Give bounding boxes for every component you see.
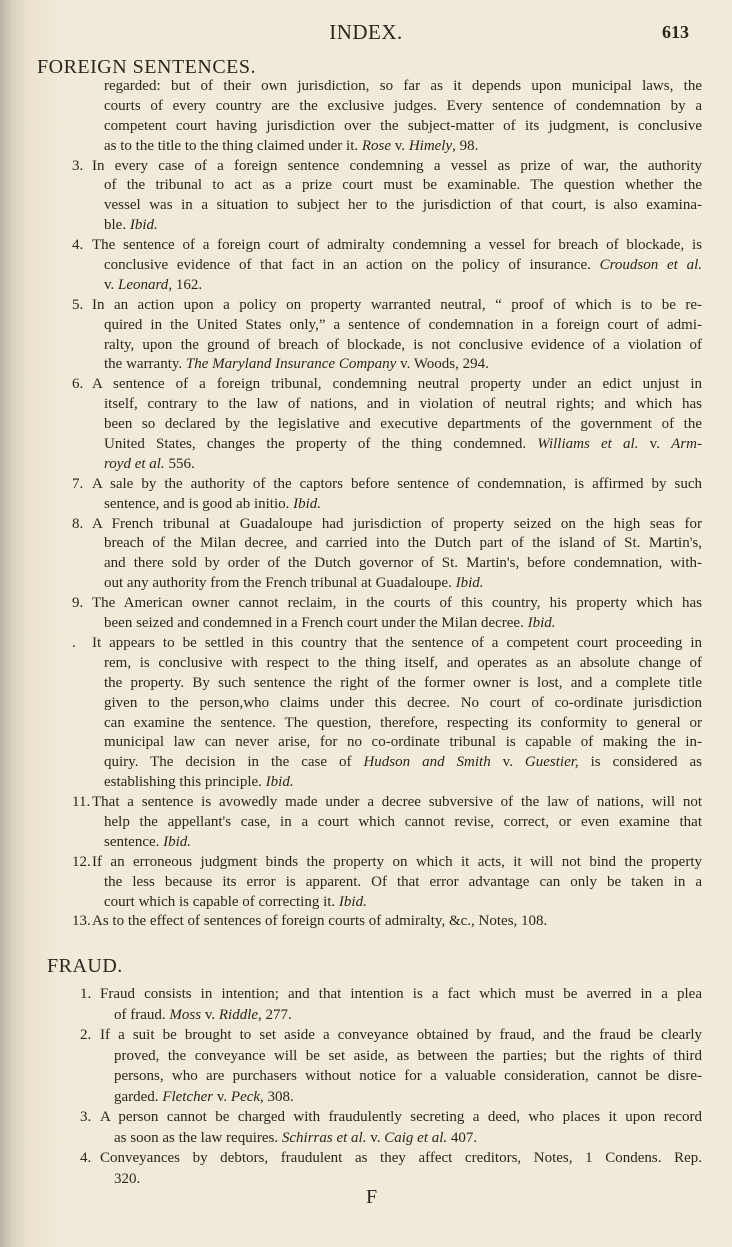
entry-number: 8. xyxy=(72,515,84,532)
entry-text: the property. By such sentence the right of the former owner is lost, and a complete title xyxy=(104,674,702,691)
entry-line xyxy=(104,435,702,455)
entry-line xyxy=(104,694,702,714)
case-citation: Williams et al. xyxy=(537,436,639,453)
index-entry xyxy=(0,594,732,634)
entry-line xyxy=(104,674,702,694)
entry-text: v. xyxy=(490,754,525,771)
entry-text: It appears to be settled in this country that the sentence of a competent court proceeding in xyxy=(92,634,702,651)
entry-text: A sale by the authority of the captors before sentence of condemnation, is affirmed by such xyxy=(92,475,702,492)
case-citation: Guestier, xyxy=(524,754,579,771)
entry-line xyxy=(104,117,702,137)
case-citation: Ibid. xyxy=(293,495,322,512)
entry-text: 407. xyxy=(447,1129,478,1146)
entry-text: ralty, upon the ground of breach of blockade, is not conclusive evidence of a violation of xyxy=(104,336,702,353)
entry-line xyxy=(104,196,702,216)
entry-line xyxy=(104,276,702,296)
entry-number: . xyxy=(72,634,76,651)
entry-text: The American owner cannot reclaim, in the courts of this country, his property which has xyxy=(92,595,702,612)
entry-text: v. xyxy=(201,1006,219,1023)
entry-line xyxy=(104,753,702,773)
entry-number: 3. xyxy=(80,1109,92,1125)
entry-text: of fraud. xyxy=(114,1006,170,1023)
entry-text: If a suit be brought to set aside a conveyance obtained by fraud, and the fraud be clearly xyxy=(100,1027,702,1043)
entry-text: In an action upon a policy on property warranted neutral, “ proof of which is to be re- xyxy=(92,296,702,313)
entry-text: breach of the Milan decree, and carried into the Dutch part of the island of St. Martin's, xyxy=(104,535,702,552)
entry-line xyxy=(104,714,702,734)
case-citation: Rose xyxy=(361,137,392,154)
entry-number: 5. xyxy=(72,296,84,313)
entry-line xyxy=(104,216,702,236)
entry-line xyxy=(104,176,702,196)
entry-text: competent court having jurisdiction over the subject-matter of its judgment, is conclusive xyxy=(104,117,702,134)
index-entry xyxy=(0,375,732,474)
entry-line xyxy=(100,1025,702,1046)
entry-text: municipal law can never arise, for no co-ordinate tribunal is capable of making the in- xyxy=(104,734,702,751)
entry-line xyxy=(114,1128,702,1149)
index-entry xyxy=(0,475,732,515)
entry-text: as soon as the law requires. xyxy=(114,1129,282,1146)
case-citation: Ibid. xyxy=(455,575,484,592)
entry-number: 13. xyxy=(72,913,91,930)
entry-text: Fraud consists in intention; and that intention is a fact which must be averred in a plea xyxy=(100,986,702,1002)
case-citation: Croudson et al. xyxy=(599,257,702,274)
entry-text: itself, contrary to the law of nations, and in violation of neutral rights; and which has xyxy=(104,396,702,413)
entry-text: the less because its error is apparent. Of that error advantage can only be taken in a xyxy=(104,873,702,890)
index-entry xyxy=(0,1107,732,1148)
entry-line xyxy=(100,1107,702,1128)
entry-line xyxy=(104,654,702,674)
case-citation: Hudson and Smith xyxy=(363,754,491,771)
entry-text: ble. xyxy=(104,217,130,234)
entry-line xyxy=(104,534,702,554)
entry-text: As to the effect of sentences of foreign courts of admiralty, &c., Notes, 108. xyxy=(92,913,548,930)
entry-text: A French tribunal at Guadaloupe had jurisdiction of property seized on the high seas for xyxy=(92,515,702,532)
case-citation: Ibid. xyxy=(527,615,556,632)
entry-text: quired in the United States only,” a sentence of condemnation in a foreign court of admi- xyxy=(104,316,702,333)
entry-line xyxy=(92,475,702,495)
entry-text: v. Woods, 294. xyxy=(396,356,489,373)
section-fraud xyxy=(0,984,732,1189)
entry-text: and there sold by order of the Dutch governor of St. Martin's, before condemnation, with- xyxy=(104,555,702,572)
entry-text: sentence. xyxy=(104,833,164,850)
entry-number: 3. xyxy=(72,157,84,174)
case-citation: Fletcher xyxy=(162,1088,214,1105)
case-citation: Himely xyxy=(408,137,453,154)
entry-line xyxy=(92,515,702,535)
entry-text: of the tribunal to act as a prize court must be examinable. The question whether the xyxy=(104,177,702,194)
entry-text: given to the person,who claims under this decree. No court of co-ordinate jurisdiction xyxy=(104,694,702,711)
entry-text: v. xyxy=(104,276,119,293)
entry-number: 12. xyxy=(72,853,91,870)
entry-line xyxy=(104,893,702,913)
entry-text: v. xyxy=(391,137,409,154)
case-citation: Riddle xyxy=(218,1006,259,1023)
index-entry xyxy=(0,515,732,595)
index-entry xyxy=(0,1025,732,1107)
entry-text: 320. xyxy=(114,1170,141,1187)
entry-line xyxy=(104,614,702,634)
index-entry xyxy=(0,77,732,157)
entry-text: rem, is conclusive with respect to the thing itself, and operates as an absolute change of xyxy=(104,654,702,671)
running-title: INDEX. xyxy=(329,20,403,44)
entry-text: A sentence of a foreign tribunal, condemning neutral property under an edict unjust in xyxy=(92,376,702,393)
entry-text: quiry. The decision in the case of xyxy=(104,754,364,771)
entry-number: 6. xyxy=(72,376,84,393)
entry-text: United States, changes the property of the thing condemned. xyxy=(104,436,538,453)
entry-line xyxy=(104,773,702,793)
entry-line xyxy=(92,296,702,316)
case-citation: Leonard xyxy=(118,276,169,293)
index-entry xyxy=(0,912,732,932)
entry-text: can examine the sentence. The question, therefore, respecting its conformity to general or xyxy=(104,714,702,731)
entry-line xyxy=(104,256,702,276)
entry-text: is considered as xyxy=(578,754,702,771)
entry-text: v. xyxy=(366,1129,385,1146)
entry-line xyxy=(104,316,702,336)
entry-line xyxy=(104,77,702,97)
index-entry xyxy=(0,634,732,793)
case-citation: Peck xyxy=(230,1088,261,1105)
entry-line xyxy=(92,853,702,873)
entry-text: been so declared by the legislative and executive departments of the government of the xyxy=(104,416,702,433)
index-entry xyxy=(0,984,732,1025)
entry-text: , 277. xyxy=(258,1006,292,1023)
case-citation: Ibid. xyxy=(129,217,158,234)
entry-text: v. xyxy=(638,436,672,453)
index-entry xyxy=(0,853,732,913)
entry-line xyxy=(92,634,702,654)
entry-number: 9. xyxy=(72,595,84,612)
entry-line xyxy=(104,137,702,157)
entry-number: 2. xyxy=(80,1027,92,1043)
entry-text: sentence, and is good ab initio. xyxy=(104,495,294,512)
entry-text: proved, the conveyance will be set aside, as between the parties; but the rights of third xyxy=(114,1047,702,1064)
entry-text: v. xyxy=(213,1088,231,1105)
entry-line xyxy=(92,236,702,256)
entry-line xyxy=(92,594,702,614)
entry-line xyxy=(114,1169,702,1190)
section-heading-foreign-sentences: FOREIGN SENTENCES. xyxy=(37,56,257,78)
entry-number: 7. xyxy=(72,475,84,492)
entry-text: out any authority from the French tribunal at Guadaloupe. xyxy=(104,575,456,592)
entry-line xyxy=(104,833,702,853)
entry-line xyxy=(104,395,702,415)
entry-line xyxy=(104,495,702,515)
entry-text: court which is capable of correcting it. xyxy=(104,893,339,910)
entry-line xyxy=(92,912,702,932)
entry-text: the warranty. xyxy=(104,356,186,373)
index-entry xyxy=(0,1148,732,1189)
entry-line xyxy=(92,157,702,177)
entry-line xyxy=(92,793,702,813)
entry-line xyxy=(104,455,702,475)
entry-line xyxy=(114,1005,702,1026)
section-heading-fraud: FRAUD. xyxy=(47,955,123,977)
entry-line xyxy=(114,1087,702,1108)
entry-text: as to the title to the thing claimed under it. xyxy=(104,137,362,154)
case-citation: Ibid. xyxy=(163,833,192,850)
entry-text: vessel was in a situation to subject her to the jurisdiction of that court, is also examina- xyxy=(104,197,702,214)
entry-number: 11. xyxy=(72,794,91,811)
case-citation: Schirras et al. xyxy=(281,1129,367,1146)
entry-line xyxy=(104,574,702,594)
entry-text: , 162. xyxy=(168,276,203,293)
entry-text: help the appellant's case, in a court which cannot revise, correct, or even examine that xyxy=(104,813,702,830)
entry-line xyxy=(104,97,702,117)
entry-text: That a sentence is avowedly made under a decree subversive of the law of nations, will not xyxy=(92,794,702,811)
case-citation: Ibid. xyxy=(338,893,367,910)
case-citation: Moss xyxy=(169,1006,202,1023)
entry-line xyxy=(100,1148,702,1169)
entry-text: , 98. xyxy=(452,137,479,154)
case-citation: The Maryland Insurance Company xyxy=(185,356,397,373)
entry-line xyxy=(104,813,702,833)
case-citation: Ibid. xyxy=(265,774,294,791)
entry-text: garded. xyxy=(114,1088,163,1105)
index-entry xyxy=(0,296,732,376)
entry-text: , 308. xyxy=(260,1088,294,1105)
entry-text: conclusive evidence of that fact in an action on the policy of insurance. xyxy=(104,257,600,274)
entry-text: If an erroneous judgment binds the property on which it acts, it will not bind the property xyxy=(92,853,702,870)
entry-number: 4. xyxy=(80,1150,92,1166)
entry-line xyxy=(104,355,702,375)
page-number: 613 xyxy=(662,22,689,42)
index-entry xyxy=(0,793,732,853)
case-citation: Arm- xyxy=(671,436,702,453)
case-citation: Caig et al. xyxy=(384,1129,448,1146)
signature-mark: F xyxy=(366,1186,378,1208)
entry-line xyxy=(114,1046,702,1067)
case-citation: royd et al. xyxy=(104,455,165,472)
entry-line xyxy=(104,733,702,753)
entry-text: Conveyances by debtors, fraudulent as they affect creditors, Notes, 1 Condens. Rep. xyxy=(100,1150,702,1166)
entry-text: regarded: but of their own jurisdiction, so far as it depends upon municipal laws, the xyxy=(104,78,702,94)
entry-line xyxy=(114,1066,702,1087)
entry-line xyxy=(92,375,702,395)
entry-line xyxy=(104,554,702,574)
index-entry xyxy=(0,236,732,296)
entry-text: In every case of a foreign sentence condemning a vessel as prize of war, the authority xyxy=(92,157,702,174)
entry-text: 556. xyxy=(164,455,195,472)
entry-text: been seized and condemned in a French court under the Milan decree. xyxy=(104,615,528,632)
section-foreign-sentences xyxy=(0,77,732,932)
entry-line xyxy=(100,984,702,1005)
entry-text: establishing this principle. xyxy=(104,774,266,791)
entry-text: persons, who are purchasers without notice for a valuable consideration, cannot be disre- xyxy=(114,1068,702,1084)
index-entry xyxy=(0,157,732,237)
entry-line xyxy=(104,873,702,893)
entry-text: courts of every country are the exclusive judges. Every sentence of condemnation by a xyxy=(104,97,702,114)
entry-line xyxy=(104,336,702,356)
entry-text: A person cannot be charged with fraudulently secreting a deed, who places it upon record xyxy=(100,1109,702,1125)
entry-line xyxy=(104,415,702,435)
entry-number: 4. xyxy=(72,237,84,254)
entry-text: The sentence of a foreign court of admiralty condemning a vessel for breach of blockade, is xyxy=(92,237,702,254)
entry-number: 1. xyxy=(80,986,92,1002)
